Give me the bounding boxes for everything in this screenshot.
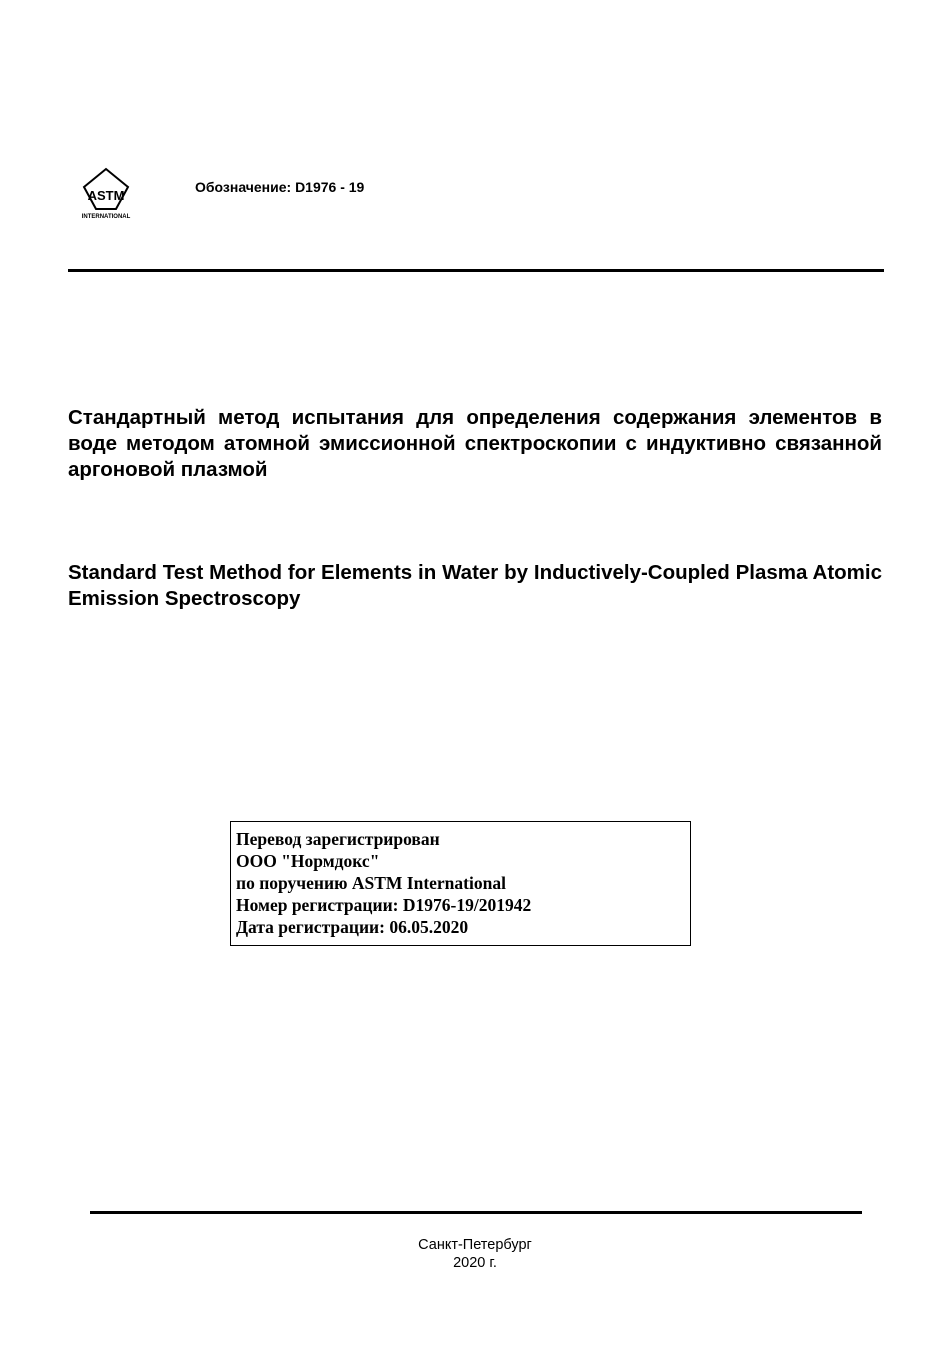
footer <box>0 1236 950 1272</box>
footer-year: 2020 г. <box>453 1255 497 1271</box>
logo-text: ASTM <box>87 188 125 203</box>
designation: Обозначение: D1976 - 19 <box>195 179 365 195</box>
registration-stamp <box>230 821 691 946</box>
logo-subtext: INTERNATIONAL <box>81 214 131 220</box>
registration-date: Дата регистрации: 06.05.2020 <box>236 917 469 937</box>
footer-city: Санкт-Петербург <box>418 1237 532 1253</box>
title-russian: Стандартный метод испытания для определения содержания элементов в воде методом атомной эмиссионной спектроскопии с индуктивно связанной аргоновой плазмой <box>68 406 882 481</box>
astm-logo <box>80 165 132 223</box>
registration-line: Перевод зарегистрирован <box>236 829 440 849</box>
title-english: Standard Test Method for Elements in Water by Inductively-Coupled Plasma Atomic Emission Spectroscopy <box>68 561 882 610</box>
top-divider <box>68 269 884 272</box>
registration-number: Номер регистрации: D1976-19/201942 <box>236 895 532 915</box>
registration-line: по поручению ASTM International <box>236 873 506 893</box>
registration-company: ООО "Нормдокс" <box>236 851 380 871</box>
bottom-divider <box>90 1211 862 1214</box>
